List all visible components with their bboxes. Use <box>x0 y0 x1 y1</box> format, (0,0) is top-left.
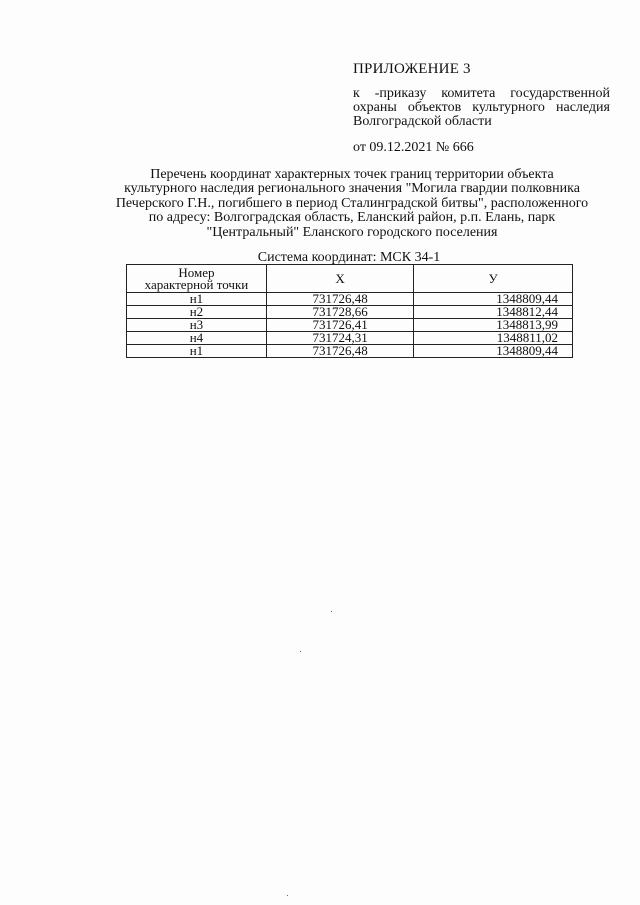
cell-point: н1 <box>127 293 267 306</box>
header-point-number <box>127 265 267 293</box>
heading-line: культурного наследия регионального значения "Могила гвардии полковника <box>124 181 580 197</box>
cell-y: 1348809,44 <box>414 293 573 306</box>
cell-point: н3 <box>127 319 267 332</box>
scan-speck <box>287 895 288 896</box>
cell-x: 731726,41 <box>266 319 413 332</box>
cell-x: 731726,48 <box>266 345 413 358</box>
coordinates-table <box>126 264 573 358</box>
cell-x: 731724,31 <box>266 332 413 345</box>
table-header-row <box>127 265 573 293</box>
header-y: У <box>414 265 573 293</box>
header-point-line: характерной точки <box>144 276 249 292</box>
heading-line: по адресу: Волгоградская область, Еланский район, р.п. Елань, парк <box>148 210 556 226</box>
coordinate-system-label: Система координат: МСК 34-1 <box>257 250 441 265</box>
scan-speck <box>331 611 332 612</box>
heading-line: Перечень координат характерных точек границ территории объекта <box>150 167 554 182</box>
order-reference: к -приказу комитета государственной охраны объектов культурного наследия Волгоградской области <box>353 86 610 129</box>
cell-x: 731728,66 <box>266 306 413 319</box>
header-point-line: Номер <box>178 264 215 280</box>
cell-y: 1348809,44 <box>414 345 573 358</box>
heading-line: Печерского Г.Н., погибшего в период Сталинградской битвы", расположенного <box>115 195 589 211</box>
cell-point: н2 <box>127 306 267 319</box>
header-x: Х <box>266 265 413 293</box>
cell-y: 1348813,99 <box>414 319 573 332</box>
scan-speck <box>300 651 301 652</box>
appendix-title: ПРИЛОЖЕНИЕ 3 <box>353 61 471 77</box>
cell-point: н4 <box>127 332 267 345</box>
document-heading <box>92 168 612 240</box>
cell-x: 731726,48 <box>266 293 413 306</box>
heading-line: "Центральный" Еланского городского поселения <box>206 224 498 240</box>
cell-y: 1348812,44 <box>414 306 573 319</box>
order-date: от 09.12.2021 № 666 <box>353 140 474 155</box>
cell-y: 1348811,02 <box>414 332 573 345</box>
cell-point: н1 <box>127 345 267 358</box>
table-row <box>127 345 573 358</box>
